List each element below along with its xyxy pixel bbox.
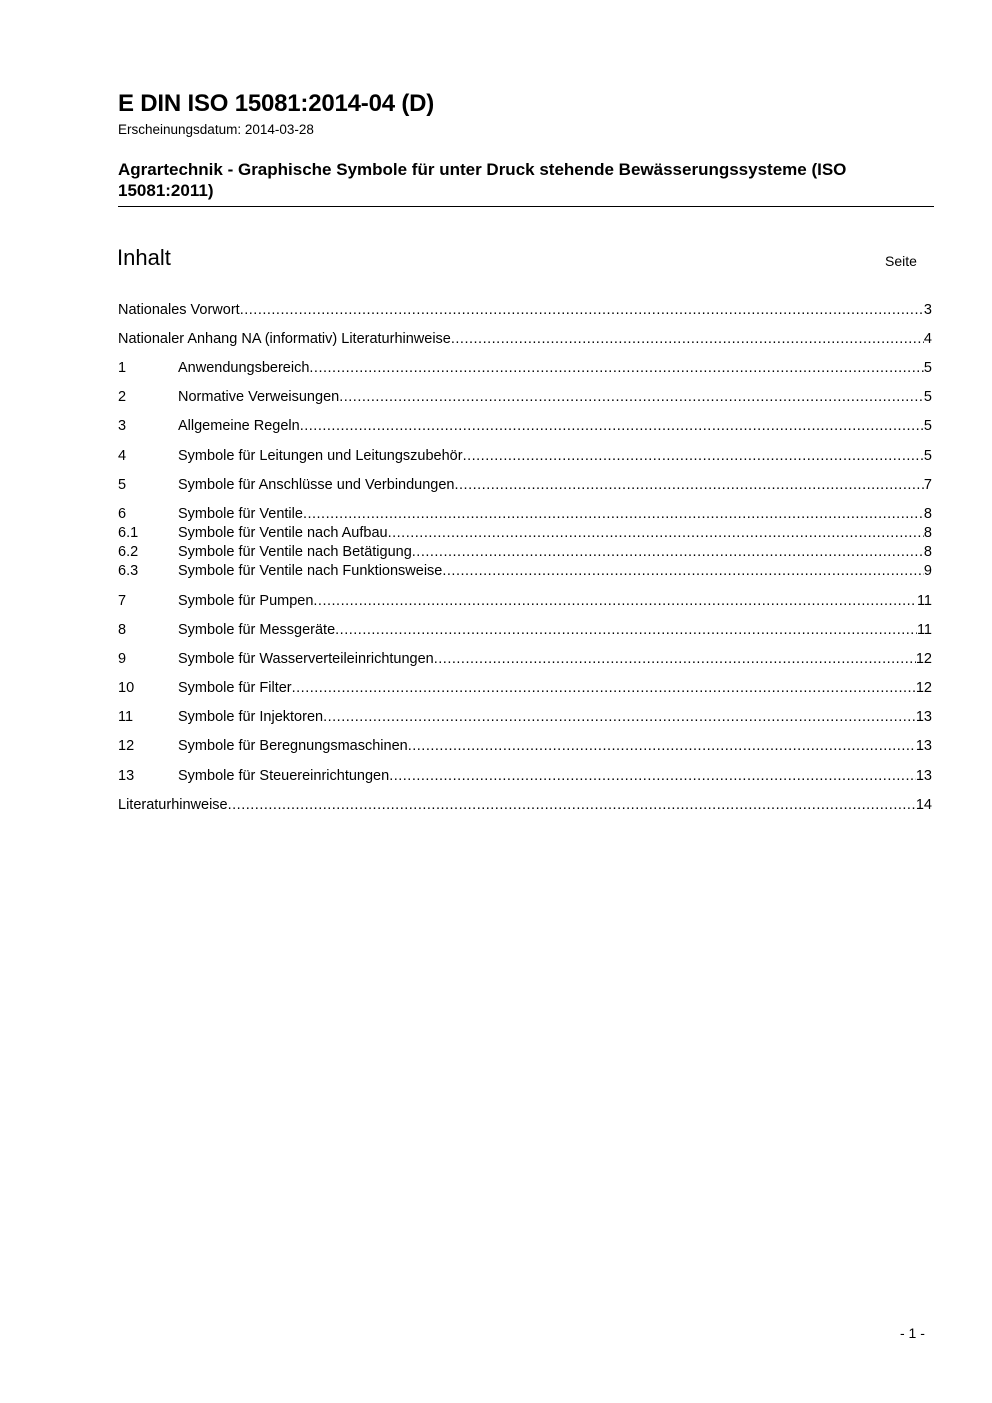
toc-entry[interactable] bbox=[118, 797, 932, 815]
toc-entry-page: 5 bbox=[923, 389, 932, 405]
toc-entry-page: 12 bbox=[915, 680, 932, 696]
toc-entry-page: 5 bbox=[923, 360, 932, 376]
toc-entry-leader bbox=[434, 651, 916, 667]
toc-page-label: Seite bbox=[885, 253, 917, 269]
toc-entry[interactable] bbox=[118, 738, 932, 756]
toc-entry-label: Symbole für Ventile bbox=[178, 506, 303, 522]
toc-entry[interactable] bbox=[118, 418, 932, 436]
toc-entry-label: Symbole für Ventile nach Betätigung bbox=[178, 544, 412, 560]
toc-entry[interactable] bbox=[118, 768, 932, 786]
toc-entry-leader bbox=[309, 360, 924, 376]
toc-entry-label: Anwendungsbereich bbox=[178, 360, 310, 376]
toc-entry-page: 11 bbox=[916, 622, 932, 638]
toc-heading: Inhalt bbox=[117, 245, 171, 270]
toc-entry-page: 5 bbox=[923, 418, 932, 434]
toc-entry-page: 13 bbox=[915, 768, 932, 784]
toc-entry-label: Literaturhinweise bbox=[118, 797, 228, 813]
toc-entry-page: 12 bbox=[915, 651, 932, 667]
toc-entry-number: 7 bbox=[118, 593, 127, 609]
toc-entry-page: 8 bbox=[923, 525, 932, 541]
toc-entry[interactable] bbox=[118, 709, 932, 727]
toc-entry-label: Symbole für Anschlüsse und Verbindungen bbox=[178, 477, 455, 493]
toc-entry-label: Symbole für Beregnungsmaschinen bbox=[178, 738, 408, 754]
toc-entry[interactable] bbox=[118, 593, 932, 611]
toc-entry-label: Symbole für Wasserverteileinrichtungen bbox=[178, 651, 434, 667]
toc-entry-leader bbox=[300, 418, 924, 434]
toc-entry-leader bbox=[323, 709, 916, 725]
toc-entry-number: 10 bbox=[118, 680, 135, 696]
toc-entry-number: 6.3 bbox=[118, 563, 139, 579]
toc-entry-leader bbox=[463, 448, 924, 464]
toc-entry-number: 6.2 bbox=[118, 544, 139, 560]
toc-entry[interactable] bbox=[118, 544, 932, 562]
toc-entry[interactable] bbox=[118, 389, 932, 407]
toc-entry-leader bbox=[388, 525, 924, 541]
toc-entry-leader bbox=[240, 302, 924, 318]
toc-entry-label: Normative Verweisungen bbox=[178, 389, 340, 405]
toc-entry-page: 11 bbox=[916, 593, 932, 609]
toc-entry-number: 12 bbox=[118, 738, 135, 754]
toc-entry-leader bbox=[339, 389, 924, 405]
toc-entry-label: Symbole für Injektoren bbox=[178, 709, 324, 725]
toc-entry[interactable] bbox=[118, 302, 932, 320]
toc-entry-leader bbox=[412, 544, 924, 560]
toc-entry[interactable] bbox=[118, 563, 932, 581]
toc-entry-label: Symbole für Leitungen und Leitungszubehör bbox=[178, 448, 463, 464]
toc-entry-number: 4 bbox=[118, 448, 127, 464]
toc-entry-label: Nationaler Anhang NA (informativ) Literaturhinweise bbox=[118, 331, 451, 347]
toc-entry-leader bbox=[451, 331, 924, 347]
toc-entry-leader bbox=[313, 593, 917, 609]
toc-entry[interactable] bbox=[118, 448, 932, 466]
toc-entry-number: 6 bbox=[118, 506, 127, 522]
toc-entry[interactable] bbox=[118, 360, 932, 378]
toc-entry-leader bbox=[455, 477, 924, 493]
toc-entry-leader bbox=[389, 768, 916, 784]
toc-entry[interactable] bbox=[118, 331, 932, 349]
toc-entry-number: 11 bbox=[118, 709, 134, 725]
toc-entry-page: 4 bbox=[923, 331, 932, 347]
toc-entry-number: 8 bbox=[118, 622, 127, 638]
toc-entry-label: Symbole für Messgeräte bbox=[178, 622, 336, 638]
document-title: Agrartechnik - Graphische Symbole für unter Druck stehende Bewässerungssysteme (ISO 15081:2011) bbox=[118, 160, 847, 200]
toc-entry[interactable] bbox=[118, 680, 932, 698]
toc-entry-label: Symbole für Ventile nach Aufbau bbox=[178, 525, 388, 541]
toc-entry[interactable] bbox=[118, 506, 932, 524]
toc-entry-number: 5 bbox=[118, 477, 127, 493]
toc-entry-page: 8 bbox=[923, 544, 932, 560]
toc-entry-page: 13 bbox=[915, 738, 932, 754]
toc-entry-leader bbox=[408, 738, 916, 754]
toc-entry-label: Symbole für Filter bbox=[178, 680, 292, 696]
toc-entry-leader bbox=[335, 622, 917, 638]
toc-entry-label: Symbole für Steuereinrichtungen bbox=[178, 768, 390, 784]
toc-entry-leader bbox=[303, 506, 924, 522]
toc-entry-page: 5 bbox=[923, 448, 932, 464]
toc-entry-page: 9 bbox=[923, 563, 932, 579]
header-rule bbox=[118, 206, 934, 207]
toc-entry-label: Symbole für Pumpen bbox=[178, 593, 314, 609]
toc-entry-label: Allgemeine Regeln bbox=[178, 418, 300, 434]
toc-entry-page: 8 bbox=[923, 506, 932, 522]
page-number: - 1 - bbox=[900, 1325, 925, 1341]
toc-entry[interactable] bbox=[118, 651, 932, 669]
toc-entry-label: Nationales Vorwort bbox=[118, 302, 240, 318]
toc-entry-number: 1 bbox=[118, 360, 127, 376]
publication-date: Erscheinungsdatum: 2014-03-28 bbox=[118, 122, 314, 137]
toc-entry[interactable] bbox=[118, 477, 932, 495]
toc-entry-number: 3 bbox=[118, 418, 127, 434]
toc-entry-leader bbox=[228, 797, 916, 813]
toc-entry-number: 13 bbox=[118, 768, 135, 784]
doc-id: E DIN ISO 15081:2014-04 (D) bbox=[118, 90, 435, 117]
toc-entry-number: 6.1 bbox=[118, 525, 139, 541]
toc-entry-page: 3 bbox=[923, 302, 932, 318]
toc-entry-label: Symbole für Ventile nach Funktionsweise bbox=[178, 563, 443, 579]
toc-entry-number: 2 bbox=[118, 389, 127, 405]
toc-entry-page: 13 bbox=[915, 709, 932, 725]
toc-entry-page: 14 bbox=[915, 797, 932, 813]
toc-entry[interactable] bbox=[118, 622, 932, 640]
toc-entry[interactable] bbox=[118, 525, 932, 543]
toc-entry-page: 7 bbox=[923, 477, 932, 493]
toc-entry-leader bbox=[442, 563, 924, 579]
toc-entry-leader bbox=[292, 680, 916, 696]
toc-entry-number: 9 bbox=[118, 651, 127, 667]
